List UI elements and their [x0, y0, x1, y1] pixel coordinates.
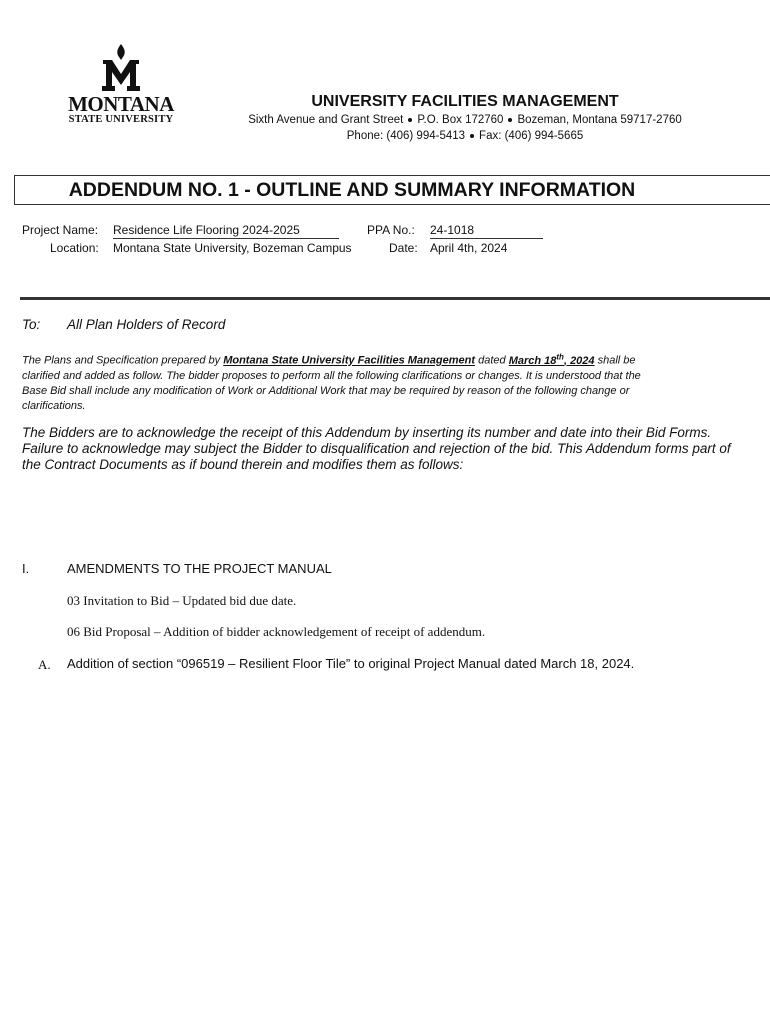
acknowledge-paragraph: [22, 425, 767, 473]
intro-line-4: clarifications.: [22, 399, 86, 412]
item-a-label: A.: [38, 657, 51, 672]
acknowledge-line-3: the Contract Documents as if bound therein and modifies them as follows:: [22, 457, 464, 472]
ppa-label: PPA No.:: [367, 223, 415, 237]
intro-text: dated: [475, 354, 509, 367]
org-contact: [190, 128, 740, 144]
org-header: [190, 92, 740, 144]
address-box: P.O. Box 172760: [417, 114, 504, 126]
intro-date-main: March 18: [508, 354, 557, 367]
intro-paragraph: [22, 349, 762, 414]
intro-line-1: [22, 349, 762, 369]
msu-logo: [58, 44, 184, 134]
bullet-icon: [470, 134, 474, 138]
intro-line-3: Base Bid shall include any modification of Work or Additional Work that may be required by reason of the following change or: [22, 384, 630, 397]
intro-date: [508, 352, 595, 367]
org-title: UNIVERSITY FACILITIES MANAGEMENT: [311, 93, 619, 110]
intro-date-sup: th: [556, 352, 564, 361]
project-name-value: Residence Life Flooring 2024-2025: [113, 222, 339, 239]
acknowledge-line-2: Failure to acknowledge may subject the Bidder to disqualification and rejection of the bid. This Addendum forms part of: [22, 441, 731, 456]
amendment-item-2: 06 Bid Proposal – Addition of bidder acknowledgement of receipt of addendum.: [67, 624, 486, 639]
section-heading: AMENDMENTS TO THE PROJECT MANUAL: [67, 561, 332, 576]
location-label: Location:: [50, 241, 99, 255]
intro-date-year: , 2024: [563, 354, 595, 367]
intro-org-link: Montana State University Facilities Management: [223, 354, 476, 367]
bullet-icon: [408, 118, 412, 122]
intro-line-2: clarified and added as follow. The bidder proposes to perform all the following clarifications or changes. It is understood that the: [22, 369, 641, 382]
location-value: Montana State University, Bozeman Campus: [113, 241, 352, 255]
logo-subtitle: STATE UNIVERSITY: [68, 114, 174, 125]
address-street: Sixth Avenue and Grant Street: [248, 114, 404, 126]
org-phone: Phone: (406) 994-5413: [346, 130, 466, 142]
date-value: April 4th, 2024: [430, 241, 508, 255]
intro-text: shall be: [594, 354, 636, 367]
to-value: All Plan Holders of Record: [67, 317, 226, 332]
section-divider: [20, 297, 770, 300]
to-label: To:: [22, 317, 41, 332]
document-title: ADDENDUM NO. 1 - OUTLINE AND SUMMARY INFORMATION: [68, 179, 636, 201]
ppa-value: 24-1018: [430, 222, 543, 239]
org-address: [190, 112, 740, 128]
project-name-label: Project Name:: [22, 223, 99, 237]
msu-emblem-icon: [101, 44, 141, 92]
section-numeral: I.: [22, 561, 30, 576]
bullet-icon: [508, 118, 512, 122]
amendment-item-1: 03 Invitation to Bid – Updated bid due date.: [67, 593, 297, 608]
address-city: Bozeman, Montana 59717-2760: [517, 114, 682, 126]
logo-wordmark: MONTANA: [68, 92, 174, 116]
acknowledge-line-1: The Bidders are to acknowledge the receipt of this Addendum by inserting its number and date into their Bid Forms.: [22, 425, 712, 440]
date-label: Date:: [389, 241, 418, 255]
intro-text: The Plans and Specification prepared by: [22, 354, 224, 367]
item-a-text: Addition of section “096519 – Resilient Floor Tile” to original Project Manual dated March 18, 2024.: [67, 656, 635, 671]
org-fax: Fax: (406) 994-5665: [479, 130, 584, 142]
